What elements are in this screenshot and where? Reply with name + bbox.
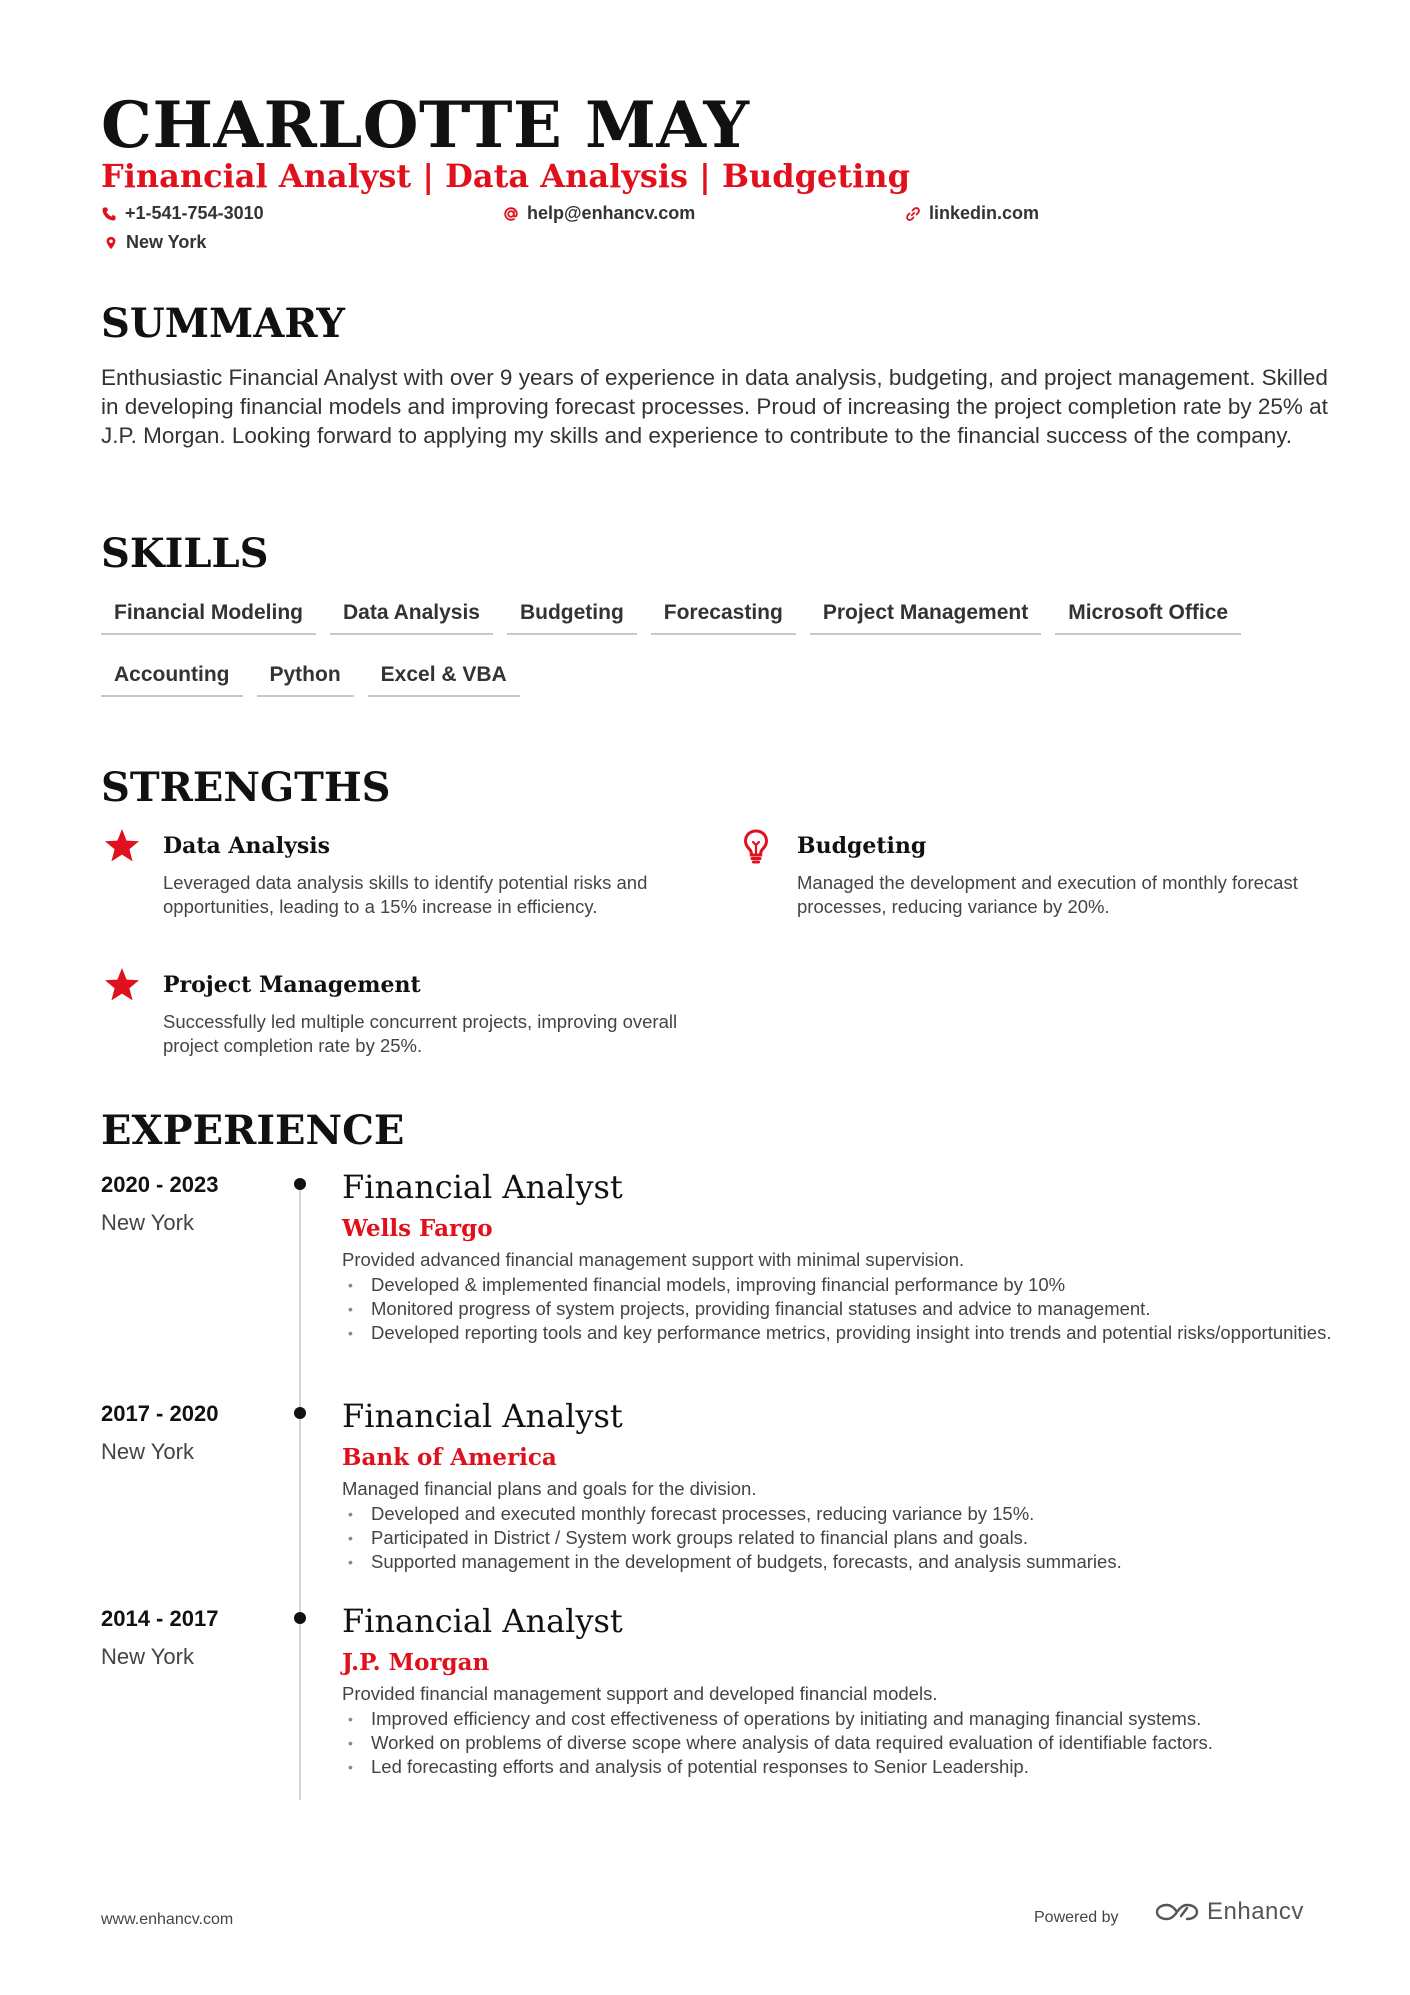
timeline-line [299, 1180, 301, 1800]
linkedin-text: linkedin.com [929, 203, 1040, 223]
job-description: Managed financial plans and goals for the division. [342, 1478, 757, 1499]
footer-url[interactable]: www.enhancv.com [101, 1911, 234, 1928]
skill-tag: Python [257, 657, 354, 697]
star-icon [103, 966, 141, 1004]
job-bullets [342, 1707, 1342, 1779]
skill-tag: Data Analysis [330, 595, 493, 635]
strength-description: Successfully led multiple concurrent projects, improving overall project completion rate by 25%. [163, 1011, 678, 1056]
job-bullet: • Monitored progress of system projects, providing financial statuses and advice to management. [342, 1297, 1342, 1321]
job-role: Financial Analyst [342, 1168, 623, 1206]
job-bullets [342, 1273, 1342, 1345]
lightbulb-icon [737, 827, 775, 865]
job-bullet: • Developed and executed monthly forecast processes, reducing variance by 15%. [342, 1502, 1342, 1526]
summary-text: Enthusiastic Financial Analyst with over 9 years of experience in data analysis, budgeting, and project management. Skilled in developing financial models and improving forecast processes. Proud of increasing the project completion rate by 25% at J.P. Morgan. Looking forward to applying my skills and experience to contribute to the financial success of the company. [101, 365, 1328, 448]
summary-heading: SUMMARY [101, 300, 345, 347]
strength-title: Data Analysis [163, 833, 330, 859]
job-role: Financial Analyst [342, 1397, 623, 1435]
headline: Financial Analyst | Data Analysis | Budgeting [101, 157, 910, 195]
skill-tag: Microsoft Office [1055, 595, 1241, 635]
strength-title: Budgeting [797, 833, 927, 859]
strength-description: Managed the development and execution of monthly forecast processes, reducing variance by 20%. [797, 872, 1298, 917]
job-bullet: • Developed & implemented financial models, improving financial performance by 10% [342, 1273, 1342, 1297]
job-dates: 2020 - 2023 [101, 1172, 219, 1197]
job-bullet: • Participated in District / System work groups related to financial plans and goals. [342, 1526, 1342, 1550]
skills-list [101, 595, 1331, 697]
location-text: New York [126, 232, 207, 252]
skills-heading: SKILLS [101, 530, 269, 577]
job-dates: 2014 - 2017 [101, 1606, 219, 1631]
enhancv-logo[interactable] [1153, 1898, 1304, 1926]
candidate-name: CHARLOTTE MAY [101, 88, 750, 163]
job-company: Bank of America [342, 1444, 557, 1471]
contact-linkedin[interactable] [905, 203, 1039, 224]
job-company: J.P. Morgan [342, 1649, 490, 1676]
skill-tag: Excel & VBA [368, 657, 520, 697]
enhancv-brand: Enhancv [1207, 1898, 1304, 1925]
timeline-dot [294, 1612, 306, 1624]
job-location: New York [101, 1439, 194, 1464]
job-bullets [342, 1502, 1342, 1574]
strengths-heading: STRENGTHS [101, 764, 391, 811]
job-bullet: • Improved efficiency and cost effectiveness of operations by initiating and managing financial systems. [342, 1707, 1342, 1731]
job-description: Provided financial management support and developed financial models. [342, 1683, 938, 1704]
job-bullet: • Worked on problems of diverse scope where analysis of data required evaluation of identifiable factors. [342, 1731, 1342, 1755]
job-bullet: • Supported management in the development of budgets, forecasts, and analysis summaries. [342, 1550, 1342, 1574]
contact-email[interactable] [503, 203, 695, 224]
link-icon [905, 206, 921, 222]
job-company: Wells Fargo [342, 1215, 493, 1242]
at-sign-icon [503, 206, 519, 222]
experience-heading: EXPERIENCE [101, 1107, 405, 1154]
job-description: Provided advanced financial management support with minimal supervision. [342, 1249, 965, 1270]
contact-phone [101, 203, 264, 224]
skill-tag: Accounting [101, 657, 243, 697]
job-bullet: • Led forecasting efforts and analysis of potential responses to Senior Leadership. [342, 1755, 1342, 1779]
footer-powered-by: Powered by [1034, 1909, 1119, 1926]
job-location: New York [101, 1210, 194, 1235]
skill-tag: Financial Modeling [101, 595, 316, 635]
location-pin-icon [104, 235, 118, 251]
job-role: Financial Analyst [342, 1602, 623, 1640]
timeline-dot [294, 1178, 306, 1190]
contact-location [104, 232, 206, 253]
star-icon [103, 827, 141, 865]
phone-text: +1-541-754-3010 [125, 203, 264, 223]
skill-tag: Project Management [810, 595, 1041, 635]
job-dates: 2017 - 2020 [101, 1401, 219, 1426]
enhancv-logo-icon [1153, 1900, 1201, 1924]
skill-tag: Forecasting [651, 595, 796, 635]
timeline-dot [294, 1407, 306, 1419]
strength-title: Project Management [163, 972, 421, 998]
job-bullet: • Developed reporting tools and key performance metrics, providing insight into trends and potential risks/opportunities. [342, 1321, 1342, 1345]
email-text: help@enhancv.com [527, 203, 696, 223]
skill-tag: Budgeting [507, 595, 637, 635]
phone-icon [101, 206, 117, 222]
strength-description: Leveraged data analysis skills to identify potential risks and opportunities, leading to a 15% increase in efficiency. [163, 872, 648, 917]
job-location: New York [101, 1644, 194, 1669]
